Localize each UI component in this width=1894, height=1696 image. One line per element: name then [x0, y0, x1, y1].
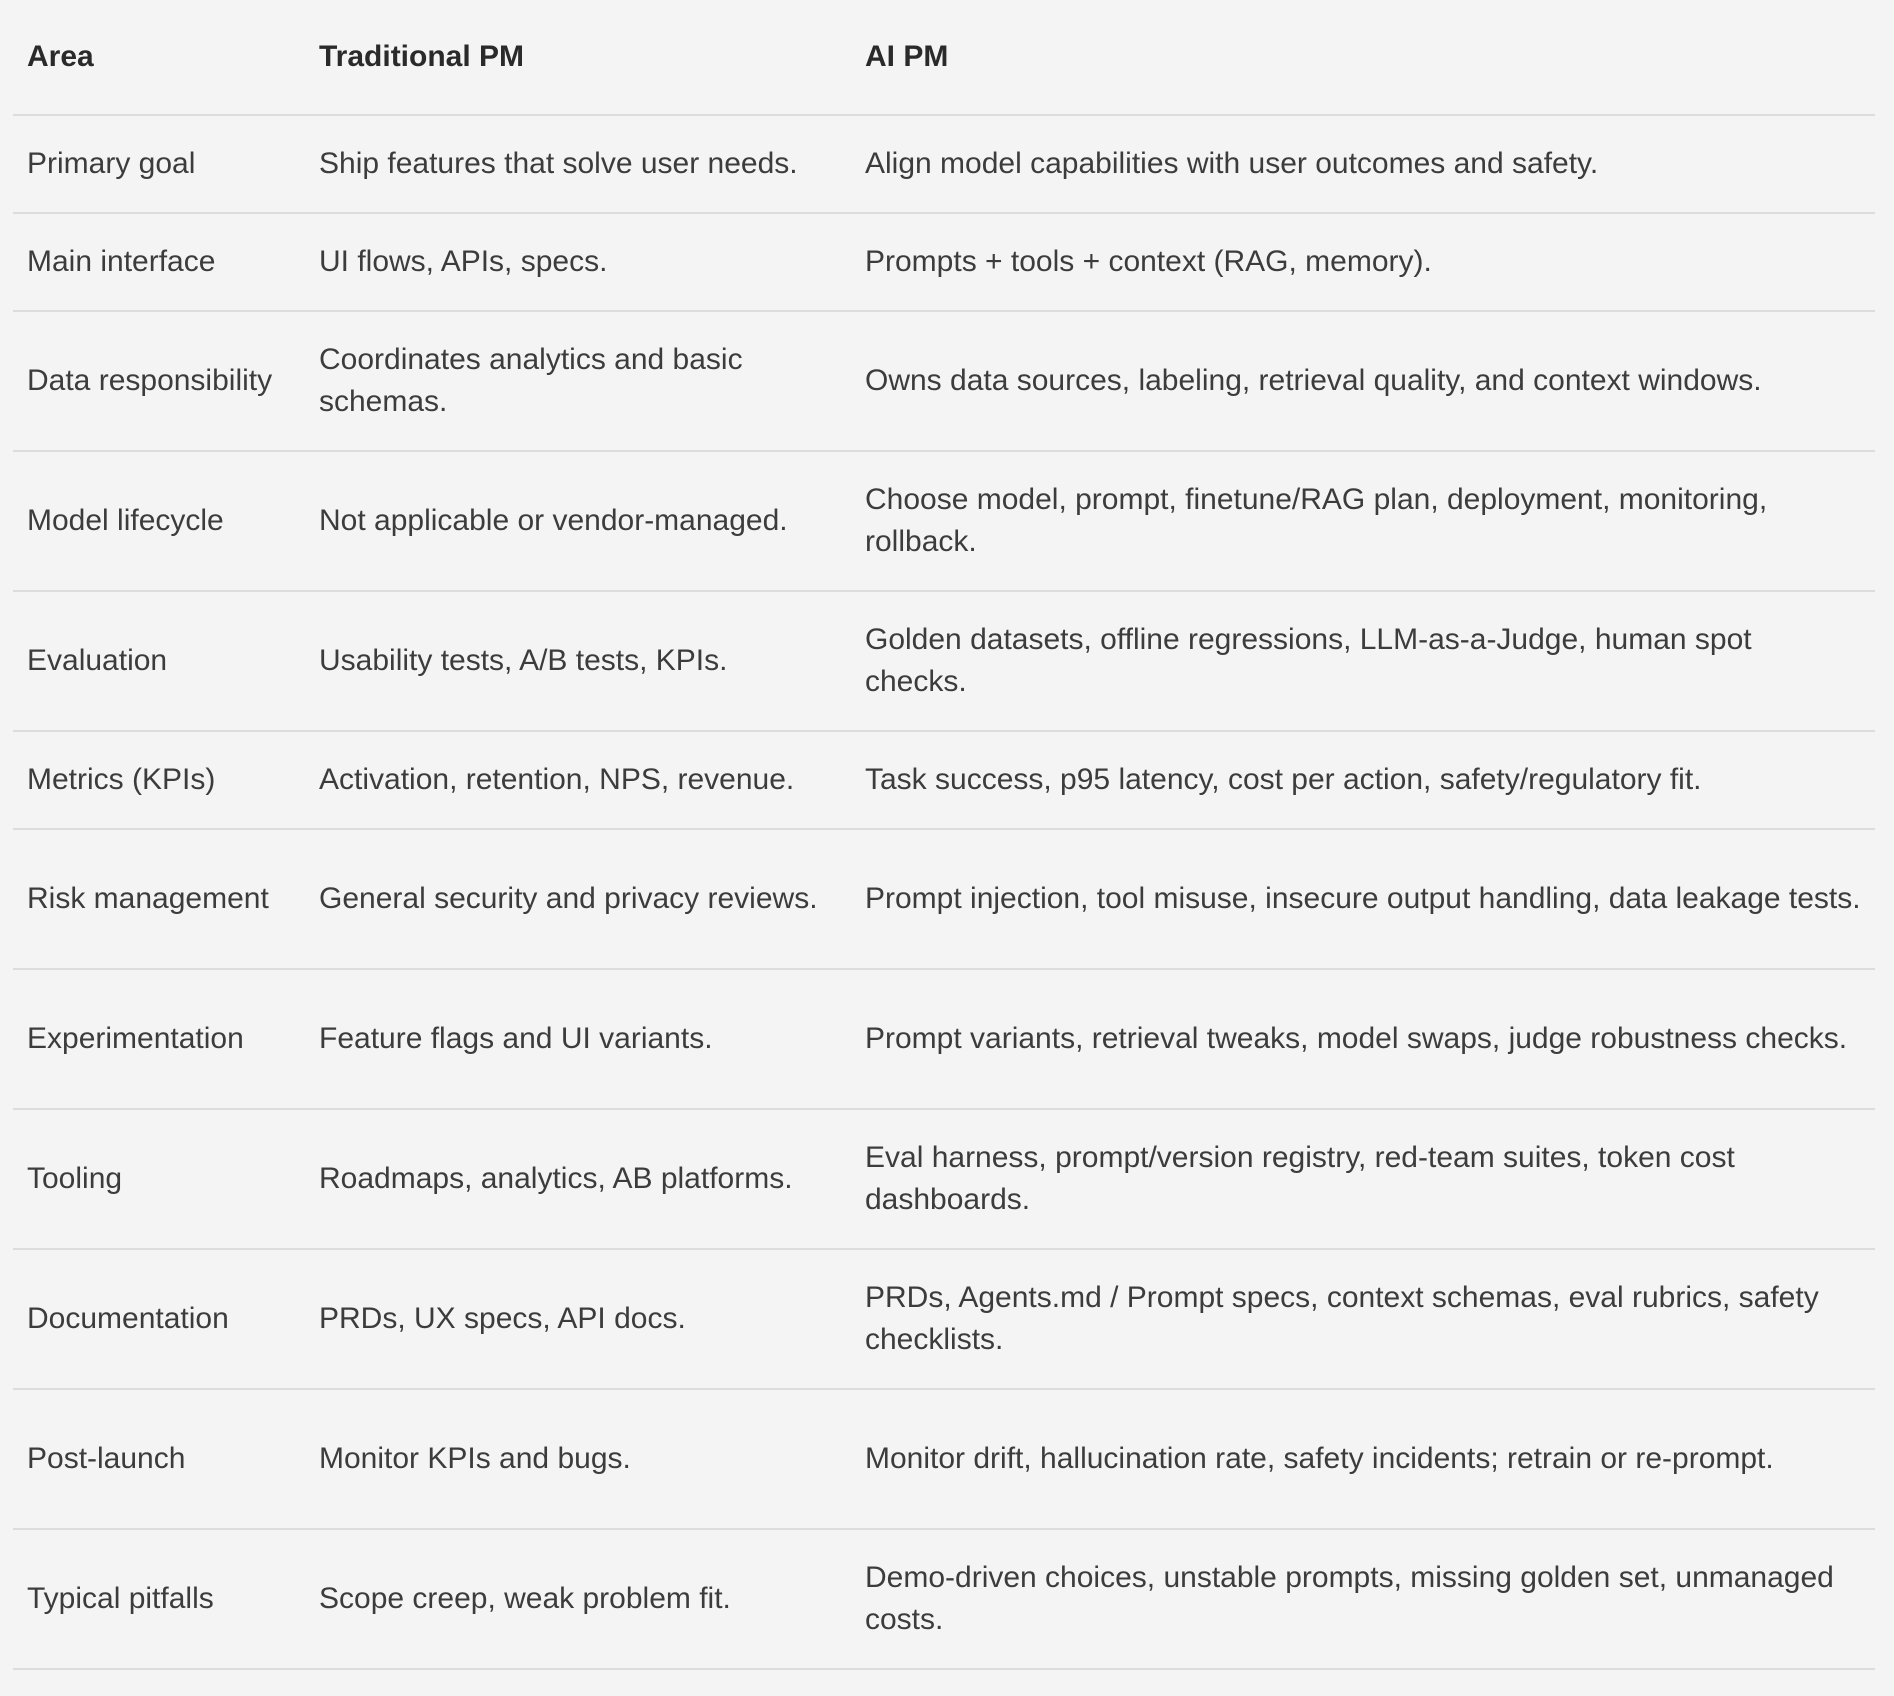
table-row: [13, 969, 1875, 1109]
comparison-table-container: [13, 0, 1875, 1670]
header-traditional-pm: Traditional PM: [305, 0, 851, 115]
cell-area: Evaluation: [13, 591, 305, 731]
cell-traditional: Ship features that solve user needs.: [305, 115, 851, 213]
header-ai-pm: AI PM: [851, 0, 1875, 115]
cell-ai: Owns data sources, labeling, retrieval quality, and context windows.: [851, 311, 1875, 451]
cell-traditional: PRDs, UX specs, API docs.: [305, 1249, 851, 1389]
cell-traditional: Activation, retention, NPS, revenue.: [305, 731, 851, 829]
comparison-table: [13, 0, 1875, 1670]
cell-area: Main interface: [13, 213, 305, 311]
table-row: [13, 591, 1875, 731]
table-row: [13, 115, 1875, 213]
table-row: [13, 1389, 1875, 1529]
cell-ai: Choose model, prompt, finetune/RAG plan, deployment, monitoring, rollback.: [851, 451, 1875, 591]
cell-traditional: Feature flags and UI variants.: [305, 969, 851, 1109]
cell-ai: PRDs, Agents.md / Prompt specs, context schemas, eval rubrics, safety checklists.: [851, 1249, 1875, 1389]
cell-area: Primary goal: [13, 115, 305, 213]
cell-ai: Demo-driven choices, unstable prompts, missing golden set, unmanaged costs.: [851, 1529, 1875, 1669]
cell-ai: Prompt injection, tool misuse, insecure output handling, data leakage tests.: [851, 829, 1875, 969]
cell-ai: Monitor drift, hallucination rate, safety incidents; retrain or re-prompt.: [851, 1389, 1875, 1529]
table-row: [13, 1249, 1875, 1389]
cell-traditional: Scope creep, weak problem fit.: [305, 1529, 851, 1669]
cell-area: Typical pitfalls: [13, 1529, 305, 1669]
cell-traditional: Monitor KPIs and bugs.: [305, 1389, 851, 1529]
cell-area: Documentation: [13, 1249, 305, 1389]
table-row: [13, 731, 1875, 829]
cell-traditional: UI flows, APIs, specs.: [305, 213, 851, 311]
cell-area: Metrics (KPIs): [13, 731, 305, 829]
header-row: [13, 0, 1875, 115]
table-row: [13, 213, 1875, 311]
table-row: [13, 1529, 1875, 1669]
header-area: Area: [13, 0, 305, 115]
table-body: [13, 115, 1875, 1669]
cell-ai: Align model capabilities with user outcomes and safety.: [851, 115, 1875, 213]
cell-area: Model lifecycle: [13, 451, 305, 591]
cell-ai: Prompt variants, retrieval tweaks, model swaps, judge robustness checks.: [851, 969, 1875, 1109]
cell-traditional: General security and privacy reviews.: [305, 829, 851, 969]
cell-traditional: Roadmaps, analytics, AB platforms.: [305, 1109, 851, 1249]
cell-ai: Task success, p95 latency, cost per action, safety/regulatory fit.: [851, 731, 1875, 829]
cell-traditional: Not applicable or vendor-managed.: [305, 451, 851, 591]
cell-ai: Eval harness, prompt/version registry, red-team suites, token cost dashboards.: [851, 1109, 1875, 1249]
cell-area: Experimentation: [13, 969, 305, 1109]
cell-area: Data responsibility: [13, 311, 305, 451]
cell-ai: Golden datasets, offline regressions, LLM-as-a-Judge, human spot checks.: [851, 591, 1875, 731]
table-row: [13, 829, 1875, 969]
table-header: [13, 0, 1875, 115]
table-row: [13, 1109, 1875, 1249]
cell-traditional: Usability tests, A/B tests, KPIs.: [305, 591, 851, 731]
table-row: [13, 311, 1875, 451]
cell-traditional: Coordinates analytics and basic schemas.: [305, 311, 851, 451]
cell-area: Post-launch: [13, 1389, 305, 1529]
cell-ai: Prompts + tools + context (RAG, memory).: [851, 213, 1875, 311]
table-row: [13, 451, 1875, 591]
cell-area: Tooling: [13, 1109, 305, 1249]
cell-area: Risk management: [13, 829, 305, 969]
